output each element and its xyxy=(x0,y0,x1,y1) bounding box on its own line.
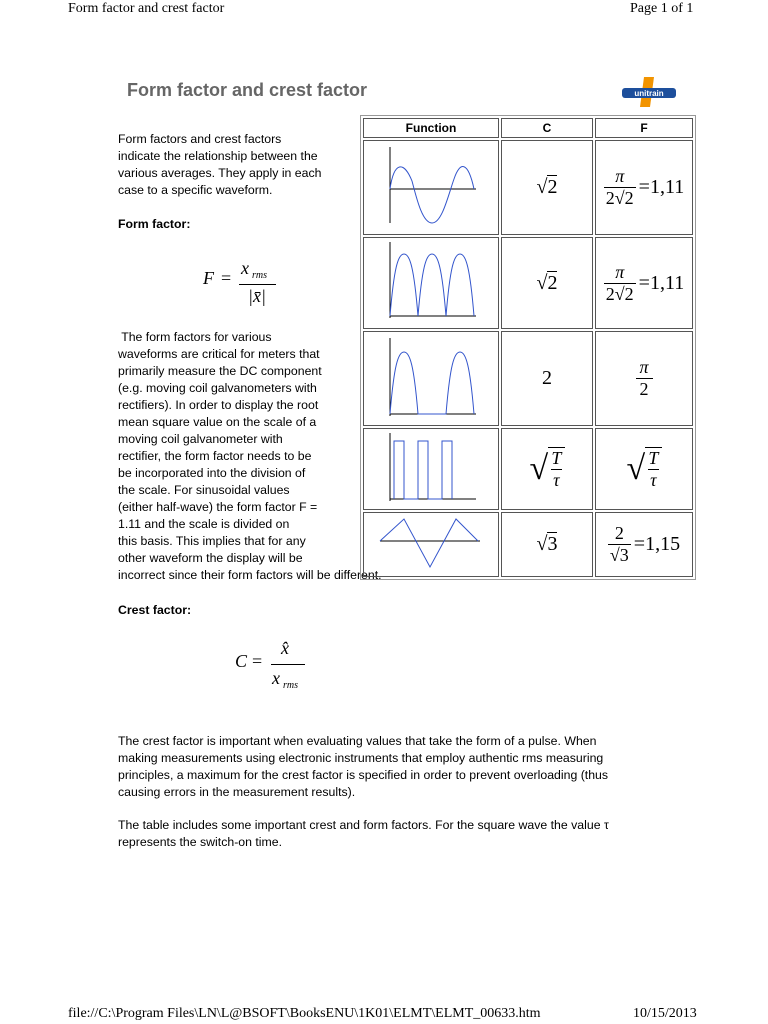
table-row xyxy=(363,331,693,426)
c-cell: √3 xyxy=(501,512,593,577)
sqrt-symbol: √ xyxy=(536,271,548,294)
crest-factor-paragraph: The crest factor is important when evaluating values that take the form of a pulse. When making measurements using electronic instruments that employ authentic rms measuring principles, a maximum for the crest factor is specified in order to prevent overloading (thus causing errors in the measurement results). xyxy=(118,734,609,799)
pulse-waveform-graphic xyxy=(364,429,498,504)
page-title: Form factor and crest factor xyxy=(127,80,368,100)
f-cell: $\frac{\pi}{2√2}$ =1,11 xyxy=(595,140,693,235)
table-row xyxy=(363,428,693,510)
table-row xyxy=(363,237,693,329)
header-c: C xyxy=(501,118,593,138)
factors-table xyxy=(360,115,696,580)
intro-paragraph: Form factors and crest factors indicate the relationship between the various averages. They apply in each case to a specific waveform. xyxy=(118,132,322,197)
sqrt-symbol: √ xyxy=(529,450,549,487)
waveform-triangle-cell xyxy=(363,512,499,577)
f-cell: √ T τ xyxy=(595,428,693,510)
print-footer-date: 10/15/2013 xyxy=(633,1006,697,1021)
form-factor-formula: F = x rms |x̄| xyxy=(203,258,283,318)
sqrt-symbol: √ xyxy=(536,176,548,198)
crest-factor-formula: C = x̂ x rms xyxy=(235,638,315,698)
f-cell: $\frac{\pi}{2√2}$ =1,11 xyxy=(595,237,693,329)
header-function: Function xyxy=(363,118,499,138)
waveform-fullwave-cell xyxy=(363,237,499,329)
c-cell: 2 xyxy=(501,331,593,426)
c-cell: √2 xyxy=(501,140,593,235)
sqrt-symbol: √ xyxy=(626,450,646,487)
c-cell: √ T τ xyxy=(501,428,593,510)
table-row xyxy=(363,512,693,577)
print-header-page: Page 1 of 1 xyxy=(630,1,694,16)
crest-factor-heading: Crest factor: xyxy=(118,603,192,617)
table-note-paragraph: The table includes some important crest and form factors. For the square wave the value τ represents the switch-on time. xyxy=(118,818,609,849)
sqrt-symbol: √ xyxy=(536,533,548,555)
table-row xyxy=(363,140,693,235)
f-cell: $\frac{\pi}{2}$ xyxy=(595,331,693,426)
waveform-halfwave-cell xyxy=(363,331,499,426)
waveform-pulse-cell xyxy=(363,428,499,510)
print-footer-path: file://C:\Program Files\LN\L@BSOFT\BooksENU\1K01\ELMT\ELMT_00633.htm xyxy=(68,1006,541,1021)
fullwave-waveform-graphic xyxy=(364,238,498,323)
header-f: F xyxy=(595,118,693,138)
logo-text: unitrain xyxy=(634,89,664,98)
f-cell: $\frac{2}{√3}$ =1,15 xyxy=(595,512,693,577)
sine-waveform-graphic xyxy=(364,141,498,229)
halfwave-waveform-graphic xyxy=(364,332,498,420)
form-factor-paragraph: The form factors for various waveforms are critical for meters that primarily measure the DC component (e.g. moving coil galvanometers with rectifiers). In order to display the root mean square value on the scale of a moving coil galvanometer with rectifier, the form factor needs to be be incorporated into the division of the scale. For sinusoidal values (either half-wave) the form factor F = 1.11 and the scale is divided on this basis. This implies that for any other waveform the display will be incorrect since their form factors will be different. xyxy=(118,330,382,582)
triangle-waveform-graphic xyxy=(364,513,498,571)
form-factor-heading: Form factor: xyxy=(118,217,191,231)
waveform-sine-cell xyxy=(363,140,499,235)
print-header-title: Form factor and crest factor xyxy=(68,1,225,16)
unitrain-logo xyxy=(622,77,676,107)
c-cell: √2 xyxy=(501,237,593,329)
table-header-row xyxy=(363,118,693,138)
